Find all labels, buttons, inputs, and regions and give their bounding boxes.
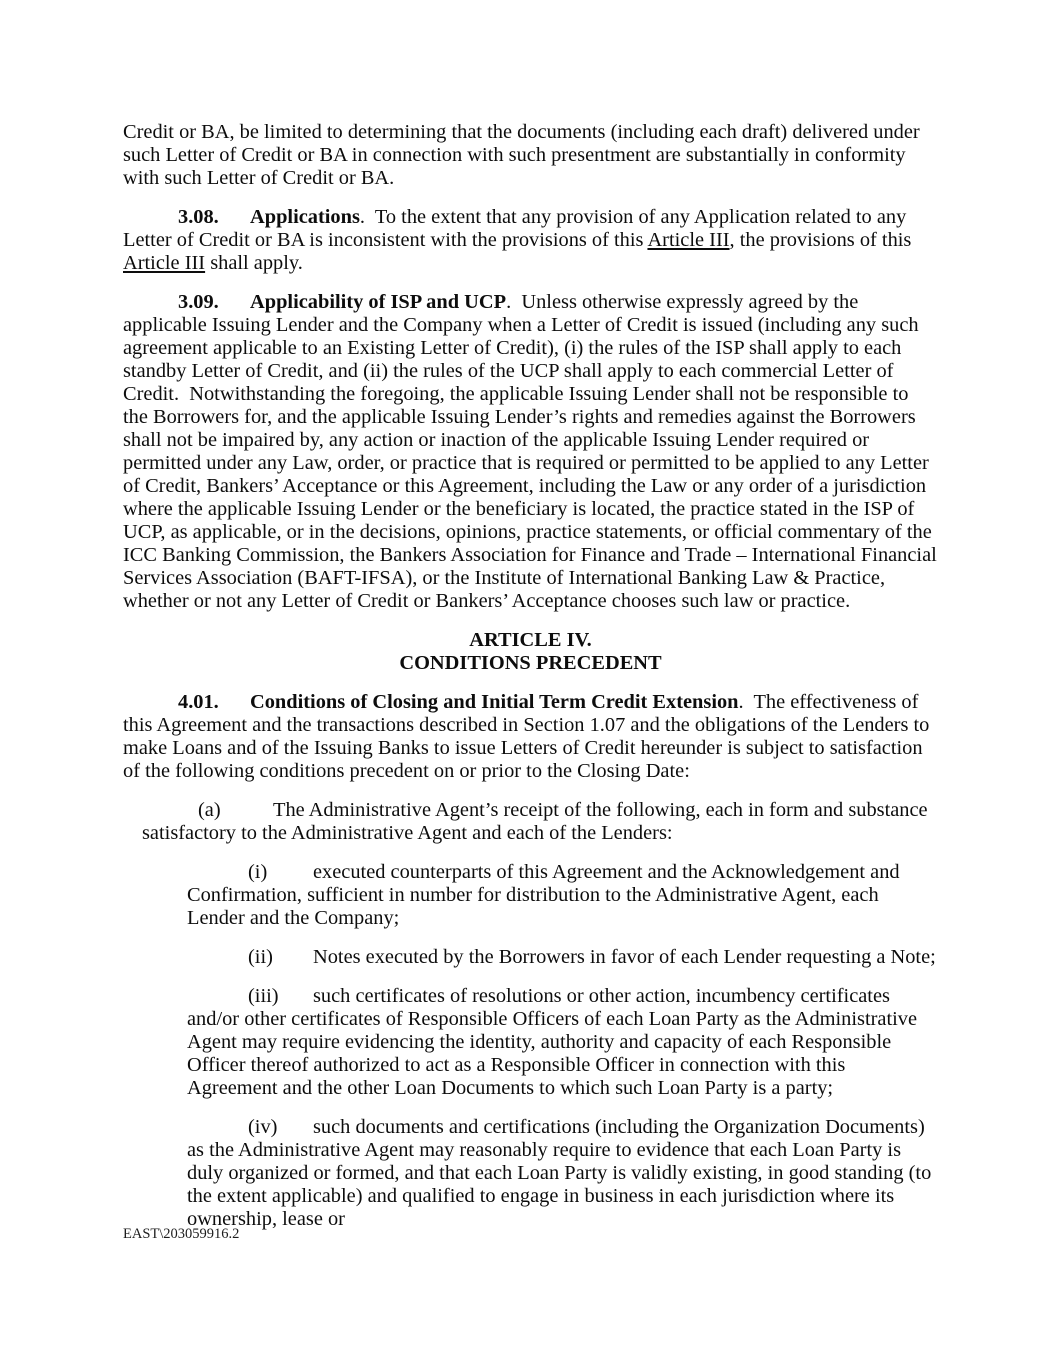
clause-i bbox=[187, 861, 938, 930]
article-title-line: CONDITIONS PRECEDENT bbox=[399, 652, 662, 674]
section-body-text: shall apply. bbox=[205, 252, 303, 274]
clause-ii bbox=[187, 946, 938, 969]
section-body-text: . To the extent that any provision of any Application related to any Letter of Credit or BA is inconsistent with the provisions of this bbox=[123, 206, 912, 251]
article-heading bbox=[123, 629, 938, 675]
paragraph-continuation: Credit or BA, be limited to determining that the documents (including each draft) delivered under such Letter of Credit or BA in connection with such presentment are substantially in conformity with such Letter of Credit or BA. bbox=[123, 121, 925, 189]
clause-label: (iii) bbox=[248, 985, 279, 1007]
clause-iii bbox=[187, 985, 938, 1100]
section-body-text: . Unless otherwise expressly agreed by the applicable Issuing Lender and the Company when a Letter of Credit is issued (including any such agreement applicable to an Existing Letter of Credit), (i) the rules of the ISP shall apply to each standby Letter of Credit, and (ii) the rules of the UCP shall apply to each commercial Letter of Credit. Notwithstanding the foregoing, the applicable Issuing Lender shall not be responsible to the Borrowers for, and the applicable Issuing Lender’s rights and remedies against the Borrowers shall not be impaired by, any action or inaction of the applicable Issuing Lender required or permitted under any Law, order, or practice that is required or permitted to be applied to any Letter of Credit, Bankers’ Acceptance or this Agreement, including the Law or any order of a jurisdiction where the applicable Issuing Lender or the beneficiary is located, the practice stated in the ISP of UCP, as applicable, or in the decisions, opinions, practice statements, or official commentary of the ICC Banking Commission, the Bankers Association for Finance and Trade – International Financial Services Association (BAFT-IFSA), or the Institute of International Banking Law & Practice, whether or not any Letter of Credit or Bankers’ Acceptance chooses such law or practice. bbox=[123, 291, 942, 612]
clause-text: executed counterparts of this Agreement and the Acknowledgement and Confirmation, sufficient in number for distribution to the Administrative Agent, each Lender and the Company; bbox=[187, 861, 905, 929]
section-4-01 bbox=[123, 691, 938, 783]
cross-reference-article-iii: Article III bbox=[123, 252, 206, 274]
clause-label: (iv) bbox=[248, 1116, 278, 1138]
section-number: 4.01. bbox=[178, 691, 219, 713]
section-3-08 bbox=[123, 206, 938, 275]
section-number: 3.08. bbox=[178, 206, 219, 228]
section-title: Conditions of Closing and Initial Term Credit Extension bbox=[250, 691, 739, 713]
article-number-line: ARTICLE IV. bbox=[469, 629, 592, 651]
section-title: Applicability of ISP and UCP bbox=[250, 291, 507, 313]
cross-reference-article-iii: Article III bbox=[647, 229, 730, 251]
document-body bbox=[123, 121, 942, 1247]
clause-text: such documents and certifications (including the Organization Documents) as the Administrative Agent may reasonably require to evidence that each Loan Party is duly organized or formed, and that each Loan Party is validly existing, in good standing (to the extent applicable) and qualified to engage in business in each jurisdiction where its ownership, lease or bbox=[187, 1116, 937, 1230]
clause-label: (a) bbox=[198, 799, 221, 821]
clause-label: (i) bbox=[248, 861, 268, 883]
clause-text: such certificates of resolutions or other action, incumbency certificates and/or other certificates of Responsible Officers of each Loan Party as the Administrative Agent may require evidencing the identity, authority and capacity of each Responsible Officer thereof authorized to act as a Responsible Officer in connection with this Agreement and the other Loan Documents to which such Loan Party is a party; bbox=[187, 985, 922, 1099]
document-id-footer: EAST\203059916.2 bbox=[123, 1226, 240, 1242]
clause-iv bbox=[187, 1116, 938, 1231]
section-title: Applications bbox=[250, 206, 360, 228]
section-3-09 bbox=[123, 291, 942, 613]
clause-label: (ii) bbox=[248, 946, 273, 968]
section-body-text: , the provisions of this bbox=[729, 229, 916, 251]
section-body-text: . The effectiveness of this Agreement and the transactions described in Section 1.07 and the obligations of the Lenders to make Loans and of the Issuing Banks to issue Letters of Credit hereunder is subject to satisfaction of the following conditions precedent on or prior to the Closing Date: bbox=[123, 691, 935, 782]
clause-a bbox=[142, 799, 938, 845]
section-number: 3.09. bbox=[178, 291, 219, 313]
clause-text: Notes executed by the Borrowers in favor of each Lender requesting a Note; bbox=[313, 946, 936, 968]
clause-text: The Administrative Agent’s receipt of the following, each in form and substance satisfactory to the Administrative Agent and each of the Lenders: bbox=[142, 799, 933, 844]
